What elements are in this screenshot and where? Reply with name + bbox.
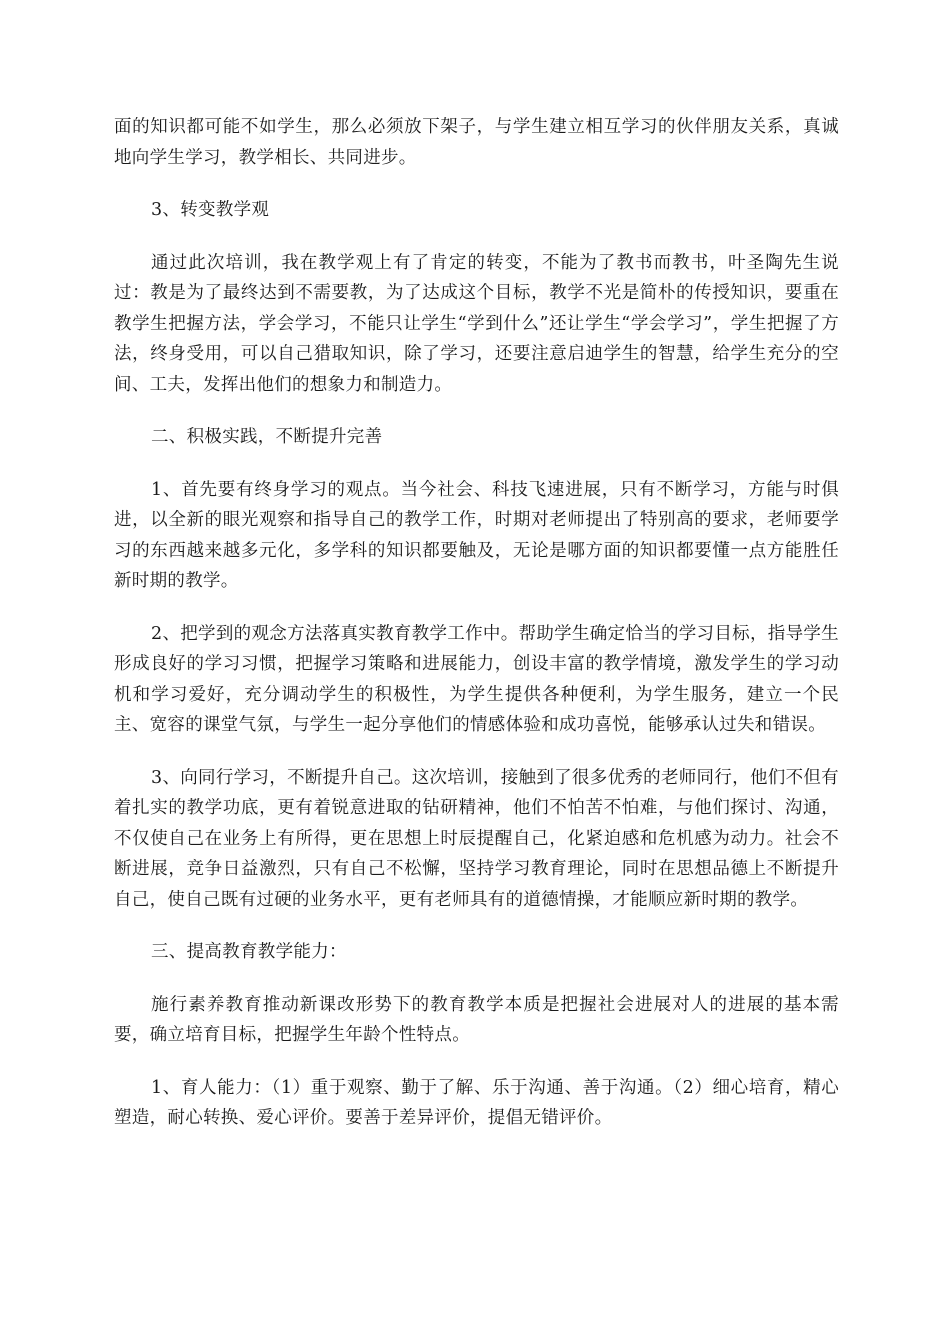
paragraph: 3、向同行学习，不断提升自己。这次培训，接触到了很多优秀的老师同行，他们不但有着扎实的教学功底，更有着锐意进取的钻研精神，他们不怕苦不怕难，与他们探讨、沟通，不仅使自己在业务上有所得，更在思想上时辰提醒自己，化紧迫感和危机感为动力。社会不断进展，竞争日益激烈，只有自己不松懈，坚持学习教育理论，同时在思想品德上不断提升自己，使自己既有过硬的业务水平，更有老师具有的道德情操，才能顺应新时期的教学。 [114, 767, 839, 910]
section-heading-2: 二、积极实践，不断提升完善 [151, 427, 383, 447]
paragraph: 2、把学到的观念方法落真实教育教学工作中。帮助学生确定恰当的学习目标，指导学生形成良好的学习习惯，把握学习策略和进展能力，创设丰富的教学情境，激发学生的学习动机和学习爱好，充分调动学生的积极性，为学生提供各种便利，为学生服务，建立一个民主、宽容的课堂气氛，与学生一起分享他们的情感体验和成功喜悦，能够承认过失和错误。 [114, 623, 839, 735]
paragraph: 1、育人能力：（1）重于观察、勤于了解、乐于沟通、善于沟通。（2）细心培育，精心塑造，耐心转换、爱心评价。要善于差异评价，提倡无错评价。 [114, 1077, 839, 1128]
paragraph-continued: 面的知识都可能不如学生，那么必须放下架子，与学生建立相互学习的伙伴朋友关系，真诚地向学生学习，教学相长、共同进步。 [114, 117, 839, 168]
section-heading-3: 3、转变教学观 [151, 200, 270, 220]
section-heading-3-cn: 三、提高教育教学能力： [151, 942, 347, 962]
paragraph: 1、首先要有终身学习的观点。当今社会、科技飞速进展，只有不断学习，方能与时俱进，以全新的眼光观察和指导自己的教学工作，时期对老师提出了特别高的要求，老师要学习的东西越来越多元化，多学科的知识都要触及，无论是哪方面的知识都要懂一点方能胜任新时期的教学。 [114, 479, 839, 591]
paragraph: 通过此次培训，我在教学观上有了肯定的转变，不能为了教书而教书，叶圣陶先生说过：教是为了最终达到不需要教，为了达成这个目标，教学不光是简朴的传授知识，要重在教学生把握方法，学会学习，不能只让学生“学到什么”还让学生“学会学习”，学生把握了方法，终身受用，可以自己猎取知识，除了学习，还要注意启迪学生的智慧，给学生充分的空间、工夫，发挥出他们的想象力和制造力。 [114, 252, 839, 395]
paragraph: 施行素养教育推动新课改形势下的教育教学本质是把握社会进展对人的进展的基本需要，确立培育目标，把握学生年龄个性特点。 [114, 994, 839, 1045]
document-body [114, 112, 839, 1156]
